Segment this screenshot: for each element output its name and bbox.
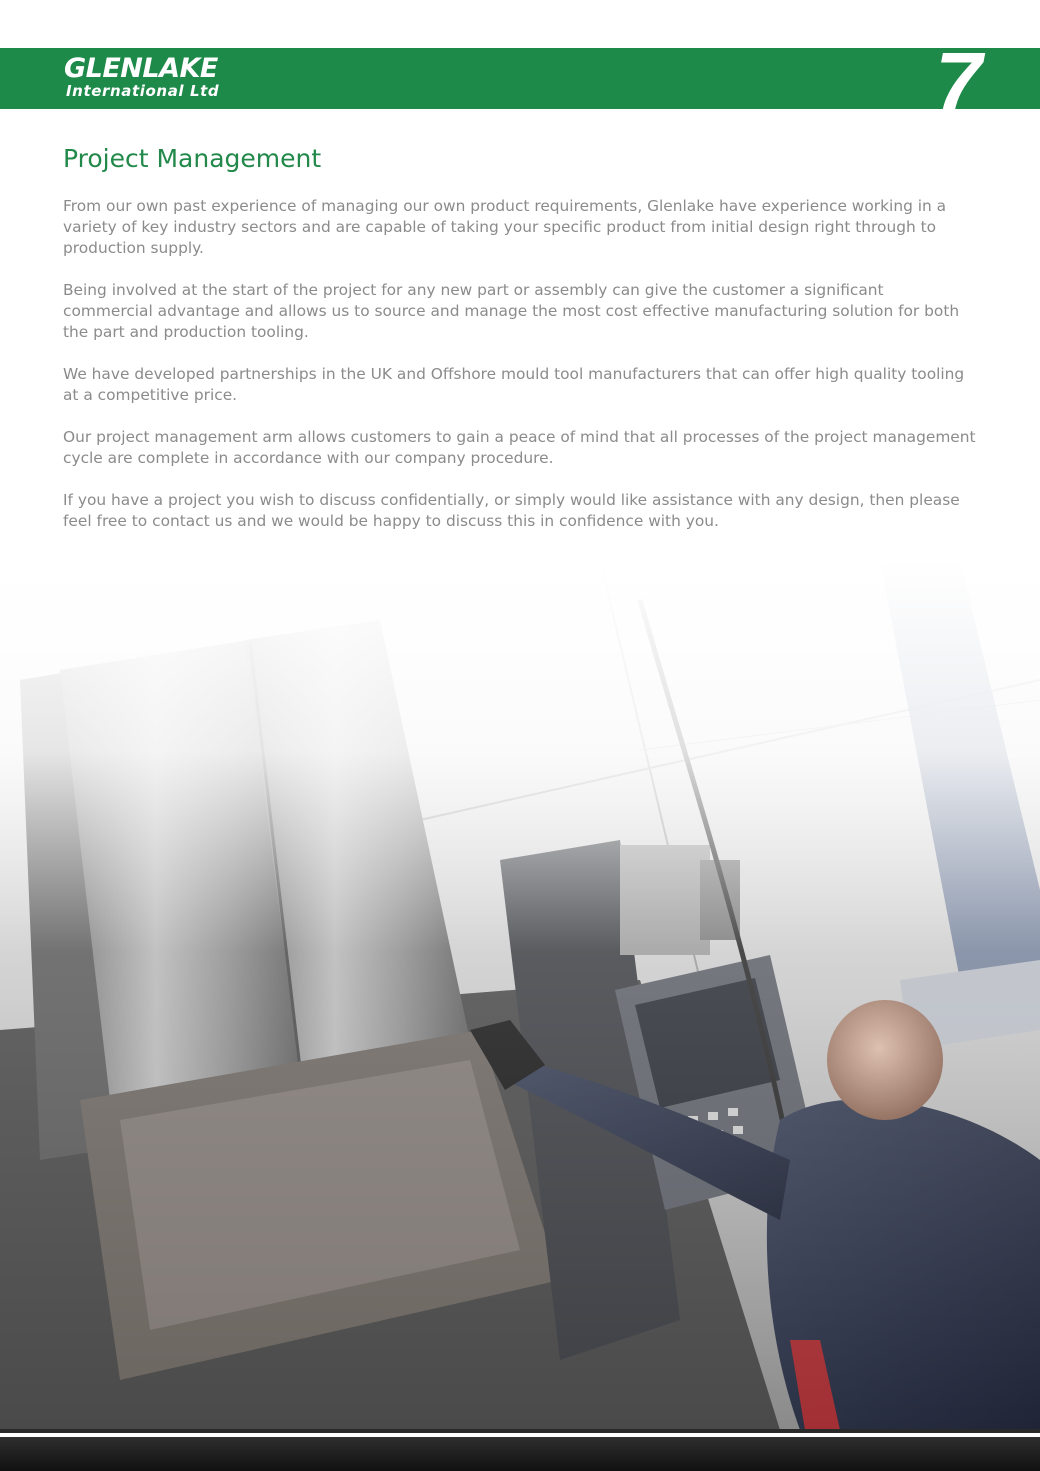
page-title: Project Management [63,144,322,173]
logo-main-text: GLENLAKE [64,53,218,84]
page-number: 7 [935,35,982,129]
paragraph: If you have a project you wish to discuss confidentially, or simply would like assistance with any design, then please feel free to contact us and we would be happy to discuss this in confidence with you. [63,491,960,530]
footer-divider [0,1429,1040,1433]
paragraph: Our project management arm allows customers to gain a peace of mind that all processes of the project management cycle are complete in accordance with our company procedure. [63,428,976,467]
paragraph: Being involved at the start of the project for any new part or assembly can give the customer a significant commercial advantage and allows us to source and manage the most cost effective manufacturing solution for both the part and production tooling. [63,281,960,341]
footer-band [0,1437,1040,1471]
paragraph: From our own past experience of managing our own product requirements, Glenlake have experience working in a variety of key industry sectors and are capable of taking your specific product from initial design right through to production supply. [63,197,947,257]
header-band [0,35,1040,129]
factory-photo [0,560,1040,1430]
logo-sub-text: International Ltd [66,82,220,100]
paragraph: We have developed partnerships in the UK and Offshore mould tool manufacturers that can offer high quality tooling at a competitive price. [63,365,965,404]
company-logo [64,55,219,99]
main-content [63,142,978,553]
